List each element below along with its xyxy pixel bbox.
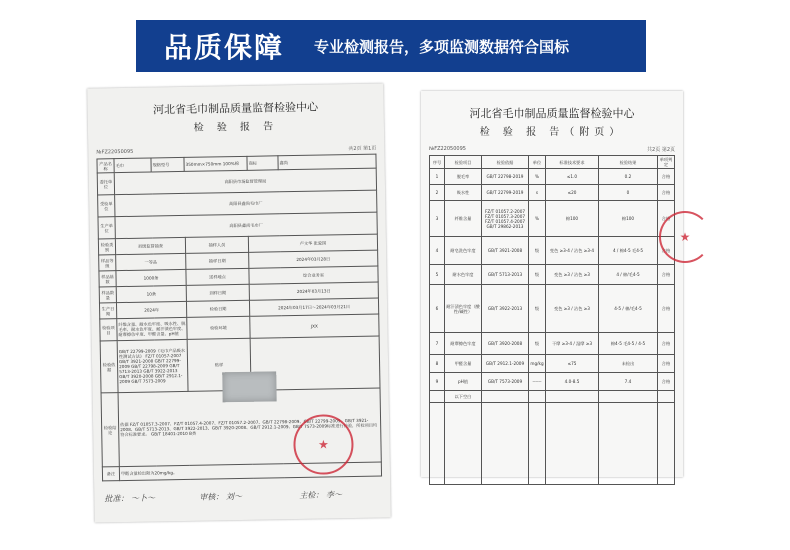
table-cell: 合格: [658, 373, 675, 391]
table-cell: 4: [430, 237, 445, 265]
approver-label: 批准：: [104, 493, 129, 504]
table-cell: 纤维含量: [445, 201, 482, 237]
table-cell: 综合业务室: [249, 266, 378, 284]
inspector-signature: 主检： 李〜: [299, 490, 342, 500]
report-page-2: [421, 91, 691, 477]
table-header: 检验项目: [445, 156, 482, 169]
table-cell: ≤1.0: [546, 169, 599, 185]
report1-title: 检 验 报 告: [193, 121, 279, 134]
table-cell: 备注: [102, 467, 119, 481]
table-cell: 规格型号: [151, 157, 184, 172]
table-cell: GB/T 3921-2008: [482, 237, 529, 265]
report2-org: 河北省毛巾制品质量监督检验中心: [469, 107, 635, 120]
banner: [136, 20, 646, 72]
table-header: 标准技术要求: [546, 156, 599, 169]
report-page-1: [87, 83, 391, 522]
table-cell: 贴样: [187, 338, 251, 391]
inspector-label: 主检：: [299, 490, 324, 500]
table-cell: 检验类别: [98, 239, 115, 255]
table-cell: 耐摩擦色牢度: [445, 333, 482, 355]
table-cell: 检验依据: [100, 341, 118, 393]
sample-photo: [222, 371, 277, 402]
report2-table: [429, 155, 675, 485]
table-cell: 受检单位: [98, 195, 115, 217]
table-cell: 依据 FZ/T 01057.3-2007、FZ/T 01057.4-2007、FZ/T 01057.2-2007、GB/T 22798-2009、GB/T 22799-2009、GB/T 3921-2008、GB/T 5713-2013、GB/T 3922-2013、GB/T 3920-2008、GB/T 2912.1-2009、GB/T 7573-2009标准进行检验，所检项目均符合标准要求。 GB/T 18401-2010 B类: [118, 388, 381, 467]
table-cell: GB/T 22798-2019: [482, 169, 529, 185]
table-cell: GB/T 3922-2013: [482, 285, 529, 333]
table-cell: 0: [599, 185, 658, 201]
table-cell: 干摩 ≥3-4 / 湿摩 ≥3: [546, 333, 599, 355]
report1-number: №FZ22050095: [96, 148, 134, 156]
table-cell: [482, 391, 529, 403]
table-cell: 耐汗渍色牢度（酸性/碱性）: [445, 285, 482, 333]
table-cell: 棉100: [599, 201, 658, 237]
table-cell: 2024年03月13日: [249, 282, 378, 300]
table-cell: 检验日期: [186, 300, 249, 317]
table-cell: JXX: [250, 314, 379, 338]
table-cell: 变色 ≥3 / 沾色 ≥3: [546, 285, 599, 333]
table-cell: 生产单位: [98, 217, 115, 239]
table-row: [430, 373, 675, 391]
table-cell: 级: [529, 265, 546, 285]
table-cell: 合格: [658, 285, 675, 333]
table-cell: 甲醛含量: [445, 355, 482, 373]
table-cell: 2024年03月28日: [249, 250, 378, 268]
table-cell: %: [529, 169, 546, 185]
table-cell: 毛巾: [114, 158, 151, 173]
table-row: [430, 355, 675, 373]
report2-number: №FZ22050095: [429, 146, 466, 152]
table-cell: 耐水色牢度: [445, 265, 482, 285]
table-cell: [599, 391, 658, 403]
table-cell: 4 / 棉4-5 毛4-5: [599, 237, 658, 265]
table-cell: 委托单位: [97, 173, 114, 195]
reviewer-signature: 审核： 刘〜: [199, 491, 243, 502]
table-cell: 样品数量: [99, 287, 116, 303]
table-cell: 检验项目: [100, 319, 117, 341]
table-cell: ≤75: [546, 355, 599, 373]
banner-title: 品质保障: [164, 31, 285, 64]
table-cell: 1000条: [116, 269, 186, 286]
table-cell: [599, 403, 658, 485]
approver-signature: 批准： 〜卜〜: [104, 493, 156, 504]
table-cell: 鑫尚: [278, 154, 376, 170]
table-cell: 7: [430, 333, 445, 355]
table-cell: 产品名称: [97, 159, 114, 173]
table-cell: %: [529, 201, 546, 237]
table-cell: 级: [529, 333, 546, 355]
table-row: [430, 237, 675, 265]
table-cell: 2: [430, 185, 445, 201]
table-cell: GB/T 3920-2008: [482, 333, 529, 355]
table-row: [430, 169, 675, 185]
table-cell: 高阳县鑫尚毛巾厂: [115, 212, 377, 239]
table-cell: 7.4: [599, 373, 658, 391]
table-cell: 送样地点: [186, 268, 249, 285]
report1-page: 共2页 第1页: [348, 145, 377, 153]
table-cell: 脱毛率: [445, 169, 482, 185]
table-header: 检验结果: [599, 156, 658, 169]
banner-subtitle: 专业检测报告，多项监测数据符合国标: [314, 37, 570, 56]
table-row: [430, 201, 675, 237]
table-cell: 棉4-5 毛4-5 / 4-5: [599, 333, 658, 355]
table-cell: 6: [430, 285, 445, 333]
table-cell: 纤维含量、耐水色牢度、吸水性、脱毛率、耐水色牢度、耐汗渍色牢度、耐摩擦色牢度、甲醛含量、pH值: [117, 317, 187, 340]
table-cell: 抽样日期: [186, 252, 249, 269]
table-cell: 4-5 / 棉/毛4-5: [599, 285, 658, 333]
table-cell: 合格: [658, 201, 675, 237]
table-cell: 1: [430, 169, 445, 185]
table-cell: 4.0-8.5: [546, 373, 599, 391]
table-cell: 县级监督抽查: [115, 237, 185, 254]
inspection-stamp-2: ★: [659, 211, 711, 263]
table-cell: 4 / 棉/毛4-5: [599, 265, 658, 285]
report1-org: 河北省毛巾制品质量监督检验中心: [153, 100, 319, 117]
table-cell: FZ/T 01057.2-2007 FZ/T 01057.3-2007 FZ/T 01057.4-2007 GB/T 29862-2013: [482, 201, 529, 237]
inspection-stamp: ★: [293, 414, 354, 475]
table-cell: 吸水性: [445, 185, 482, 201]
table-cell: ------: [529, 373, 546, 391]
table-cell: 未检出: [599, 355, 658, 373]
table-cell: pH值: [445, 373, 482, 391]
table-cell: 8: [430, 355, 445, 373]
table-cell: 样品基数: [99, 271, 116, 287]
table-cell: GB/T 2912.1-2009: [482, 355, 529, 373]
table-row: [430, 265, 675, 285]
table-cell: [546, 391, 599, 403]
table-cell: ≤20: [546, 185, 599, 201]
table-cell: 商标: [247, 156, 278, 171]
table-cell: 3: [430, 201, 445, 237]
table-cell: 合格: [658, 333, 675, 355]
table-cell: 合格: [658, 185, 675, 201]
table-cell: 5: [430, 265, 445, 285]
table-cell: 10条: [116, 285, 186, 302]
table-cell: 耐皂洗色牢度: [445, 237, 482, 265]
table-cell: 合格: [658, 265, 675, 285]
table-cell: GB/T 7573-2009: [482, 373, 529, 391]
table-cell: [658, 391, 675, 403]
table-cell: GB/T 5713-2013: [482, 265, 529, 285]
table-row: [430, 391, 675, 403]
table-cell: 级: [529, 285, 546, 333]
table-cell: GB/T 22799-2019: [482, 185, 529, 201]
table-cell: 合格: [658, 237, 675, 265]
table-row: [430, 403, 675, 485]
table-cell: 一等品: [116, 253, 186, 270]
table-header: 序号: [430, 156, 445, 169]
report2-page: 共2页 第2页: [647, 147, 675, 153]
table-cell: 2024年03月17日～2024年03月21日: [249, 298, 378, 316]
table-cell: [658, 403, 675, 485]
table-cell: 抽样人员: [185, 236, 248, 253]
reviewer-label: 审核：: [199, 492, 224, 502]
table-cell: [482, 403, 529, 485]
table-cell: 到样日期: [186, 284, 249, 301]
table-cell: [529, 391, 546, 403]
table-cell: 高阳县鑫尚毛巾厂: [115, 190, 377, 217]
table-cell: [529, 403, 546, 485]
table-cell: GB/T 22799-2009《毛巾产品吸水性测试方法》 FZ/T 01057-2007 GB/T 3921-2008 GB/T 22799-2009 GB/T 22798-2009 GB/T 5713-2013 GB/T 3922-2013 GB/T 3920-2008 GB/T 2912.1-2009 GB/T 7573-2009: [117, 339, 188, 392]
table-cell: 0.2: [599, 169, 658, 185]
table-cell: 合格: [658, 169, 675, 185]
table-cell: 棉100: [546, 201, 599, 237]
table-cell: 生产日期: [99, 303, 116, 319]
table-cell: 2024年: [116, 301, 186, 318]
report2-title: 检 验 报 告（附页）: [479, 127, 625, 138]
table-row: [430, 333, 675, 355]
table-header: 单项判定: [658, 156, 675, 169]
table-cell: 9: [430, 373, 445, 391]
table-cell: [546, 403, 599, 485]
table-cell: 检验环境: [187, 316, 250, 339]
table-cell: 合格: [658, 355, 675, 373]
table-cell: [445, 403, 482, 485]
table-cell: [430, 403, 445, 485]
table-cell: 样品等级: [99, 255, 116, 271]
table-cell: 变色 ≥3 / 沾色 ≥3: [546, 265, 599, 285]
table-header: 检验依据: [482, 156, 529, 169]
table-cell: 甲醛含量检出限为20mg/kg。: [119, 462, 381, 481]
table-row: [430, 285, 675, 333]
table-cell: 以下空白: [445, 391, 482, 403]
table-cell: [430, 391, 445, 403]
table-row: [430, 185, 675, 201]
table-cell: mg/kg: [529, 355, 546, 373]
table-cell: 高阳县市场监督管理局: [114, 168, 376, 195]
table-cell: 级: [529, 237, 546, 265]
table-header: 单位: [529, 156, 546, 169]
table-cell: s: [529, 185, 546, 201]
table-cell: 卢文华 张爱国: [248, 234, 377, 252]
table-cell: 检验结论: [101, 393, 119, 467]
table-cell: 350mm×750mm 100%棉: [184, 156, 247, 171]
table-cell: 变色 ≥3-4 / 沾色 ≥3-4: [546, 237, 599, 265]
